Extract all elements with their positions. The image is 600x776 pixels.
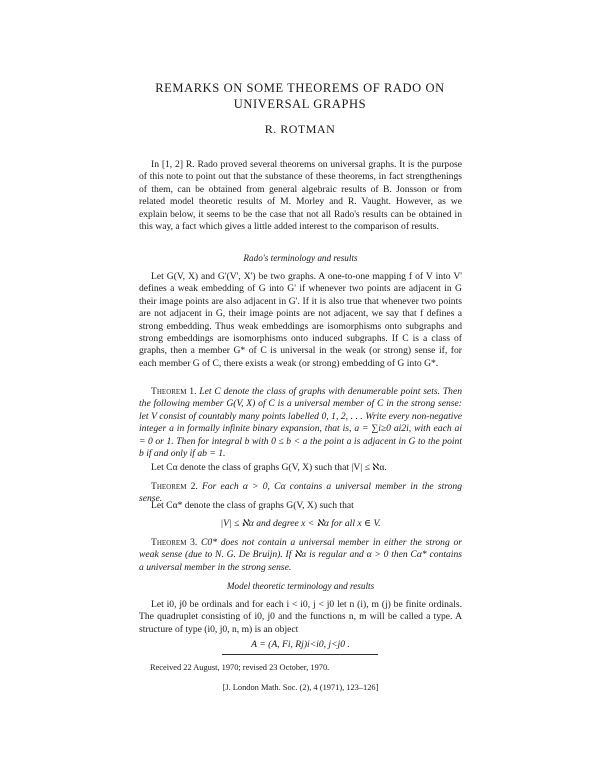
title-line-1: REMARKS ON SOME THEOREMS OF RADO ON bbox=[155, 81, 445, 95]
section-heading-model: Model theoretic terminology and results bbox=[226, 581, 375, 591]
author: R. ROTMAN bbox=[264, 122, 336, 136]
theorem-2-label: Theorem 2. bbox=[151, 481, 198, 492]
theorem-3 bbox=[139, 537, 462, 574]
intro-paragraph: In [1, 2] R. Rado proved several theorems on universal graphs. It is the purpose of this note to point out that the substance of these theorems, in fact strengthenings of them, can be obtained from general algebraic results of B. Jonsson or from related model theoretic results of M. Morley and R. Vaught. However, as we explain below, it seems to be the case that not all Rado's results can be obtained in this way, a fact which gives a little added interest to the comparison of results. bbox=[139, 159, 462, 233]
title-line-2: UNIVERSAL GRAPHS bbox=[233, 97, 367, 111]
section-heading-rado: Rado's terminology and results bbox=[243, 253, 358, 263]
class-c-alpha-star-paragraph: Let Cα* denote the class of graphs G(V, X) such that bbox=[151, 500, 354, 511]
theorem-1-label: Theorem 1. bbox=[151, 386, 197, 397]
paper-title bbox=[100, 80, 500, 112]
footnote-rule bbox=[222, 654, 378, 655]
class-c-alpha-paragraph: Let Cα denote the class of graphs G(V, X) such that |V| ≤ ℵα. bbox=[151, 462, 387, 473]
theorem-1-text: Let C denote the class of graphs with denumerable point sets. Then the following member G(V, X) of C is a universal member of C in the strong sense: let V consist of countably many points labelled 0, 1, 2, . . . Write every non-negative integer a in formally infinite binary expansion, that is, a = ∑i≥0 ai2i, with each ai = 0 or 1. Then for integral b with 0 ≤ b < a the point a is adjacent in G to the point b if and only if ab = 1. bbox=[139, 386, 463, 460]
theorem-2-text: For each α > 0, Cα contains a universal member in the strong sense. bbox=[139, 481, 463, 505]
theorem-3-label: Theorem 3. bbox=[151, 537, 198, 548]
definitions-paragraph: Let G(V, X) and G'(V', X') be two graphs. A one-to-one mapping f of V into V' defines a weak embedding of G into G' if whenever two points are adjacent in G their image points are also adjacent in G'. If it is also true that whenever two points are not adjacent in G, their image points are not adjacent, we say that f defines a strong embedding. Thus weak embeddings are isomorphisms onto subgraphs and strong embeddings are isomorphisms onto induced subgraphs. If C is a class of graphs, then a member G* of C is universal in the weak (or strong) sense if, for each member G of C, there exists a weak (or strong) embedding of G into G*. bbox=[139, 271, 462, 369]
formula-structure: A = (A, Fi, Rj)i<i0, j<j0 . bbox=[251, 639, 350, 650]
theorem-1 bbox=[139, 386, 462, 460]
theorem-3-text: C0* does not contain a universal member in either the strong or weak sense (due to N. G. De Bruijn). If ℵα is regular and α > 0 then Cα* contains a universal member in the strong sense. bbox=[139, 537, 462, 573]
model-paragraph: Let i0, j0 be ordinals and for each i < i0, j < j0 let n (i), m (j) be finite ordinals. The quadruplet consisting of i0, j0 and the functions n, m will be called a type. A structure of type (i0, j0, n, m) is an object bbox=[139, 599, 462, 635]
received-date: Received 22 August, 1970; revised 23 October, 1970. bbox=[150, 663, 330, 672]
formula-degree: |V| ≤ ℵα and degree x < ℵα for all x ∈ V. bbox=[220, 518, 381, 529]
journal-citation: [J. London Math. Soc. (2), 4 (1971), 123–126] bbox=[222, 683, 379, 692]
